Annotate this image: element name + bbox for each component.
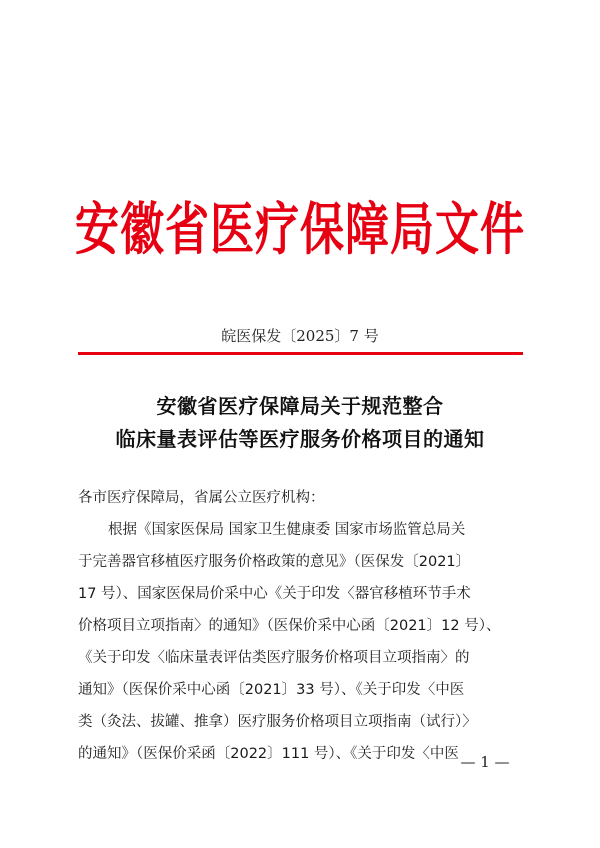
document-title-line-1: 安徽省医疗保障局关于规范整合 <box>156 394 444 418</box>
page-number: — 1 — <box>460 753 510 771</box>
body-line: 价格项目立项指南〉的通知》（医保价采中心函〔2021〕12 号）、 <box>78 618 501 634</box>
body-line: 通知》（医保价采中心函〔2021〕33 号）、《关于印发〈中医 <box>78 682 465 698</box>
document-title-line-2: 临床量表评估等医疗服务价格项目的通知 <box>115 427 485 451</box>
body-line: 类（灸法、拔罐、推拿）医疗服务价格项目立项指南（试行）〉 <box>78 714 477 730</box>
red-separator-line <box>78 352 523 355</box>
document-masthead: 安徽省医疗保障局文件 <box>75 197 525 263</box>
body-line: 《关于印发〈临床量表评估类医疗服务价格项目立项指南〉的 <box>78 650 470 666</box>
body-line: 17 号）、国家医保局价采中心《关于印发〈器官移植环节手术 <box>78 586 471 602</box>
body-line: 于完善器官移植医疗服务价格政策的意见》（医保发〔2021〕 <box>78 554 471 570</box>
salutation: 各市医疗保障局，省属公立医疗机构： <box>78 490 325 506</box>
body-line: 的通知》（医保价采函〔2022〕111 号）、《关于印发〈中医 <box>78 746 459 762</box>
document-number: 皖医保发〔2025〕7 号 <box>221 327 379 345</box>
body-line: 根据《国家医保局 国家卫生健康委 国家市场监管总局关 <box>108 522 466 538</box>
